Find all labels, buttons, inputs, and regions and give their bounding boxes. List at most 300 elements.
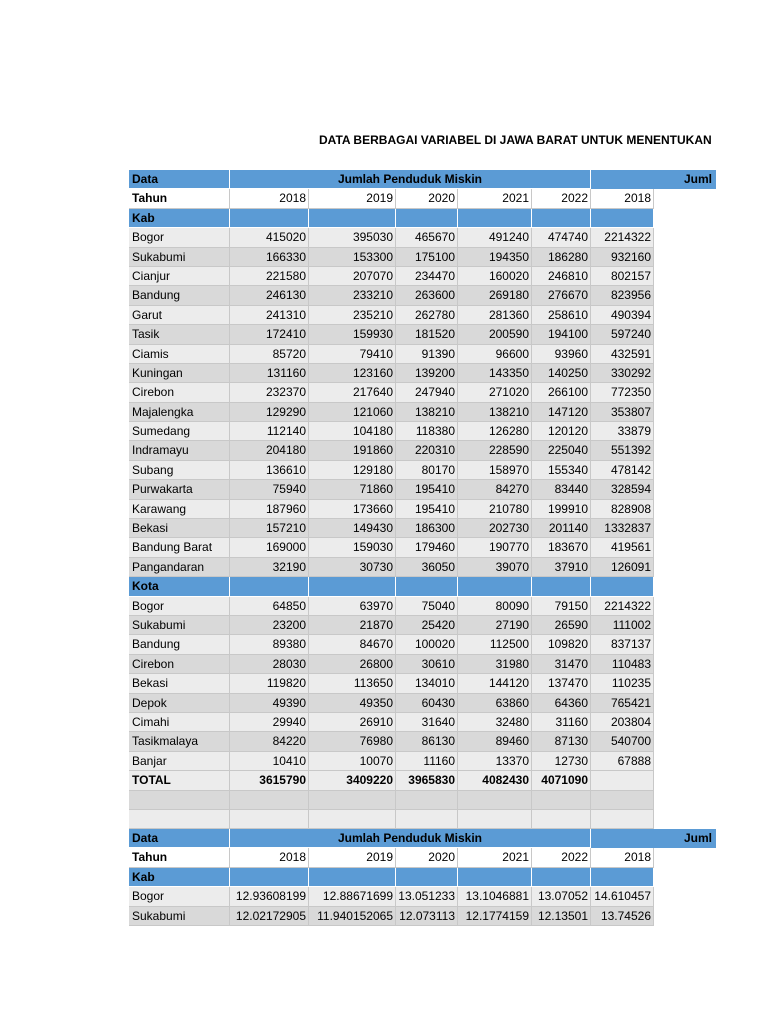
value-cell: 159030 bbox=[309, 538, 396, 557]
table-row bbox=[129, 325, 654, 344]
value-cell: 802157 bbox=[591, 267, 654, 286]
value-cell: 136610 bbox=[230, 461, 309, 480]
value-cell: 271020 bbox=[458, 383, 532, 402]
value-cell: 13.051233 bbox=[396, 887, 458, 906]
value-cell: 12.1774159 bbox=[458, 907, 532, 926]
region-name: Depok bbox=[129, 694, 230, 713]
value-cell: 37910 bbox=[532, 558, 591, 577]
value-cell: 225040 bbox=[532, 441, 591, 460]
value-cell: 199910 bbox=[532, 500, 591, 519]
section-cell bbox=[396, 577, 458, 596]
value-cell: 823956 bbox=[591, 286, 654, 305]
table-row bbox=[129, 674, 654, 693]
value-cell: 64360 bbox=[532, 694, 591, 713]
year-cell: 2021 bbox=[458, 848, 532, 867]
value-cell: 39070 bbox=[458, 558, 532, 577]
value-cell: 181520 bbox=[396, 325, 458, 344]
value-cell: 2214322 bbox=[591, 228, 654, 247]
section-label: Kab bbox=[129, 868, 230, 887]
section-cell bbox=[532, 209, 591, 228]
region-name: Cirebon bbox=[129, 655, 230, 674]
value-cell: 330292 bbox=[591, 364, 654, 383]
value-cell: 187960 bbox=[230, 500, 309, 519]
table-row bbox=[129, 713, 654, 732]
value-cell: 262780 bbox=[396, 306, 458, 325]
value-cell: 31980 bbox=[458, 655, 532, 674]
section-cell bbox=[396, 209, 458, 228]
table-row bbox=[129, 383, 654, 402]
value-cell: 465670 bbox=[396, 228, 458, 247]
poverty-log-table bbox=[129, 829, 712, 926]
value-cell: 104180 bbox=[309, 422, 396, 441]
value-cell: 21870 bbox=[309, 616, 396, 635]
table-row bbox=[129, 461, 654, 480]
value-cell: 33879 bbox=[591, 422, 654, 441]
empty-cell bbox=[591, 810, 654, 829]
table-row bbox=[129, 403, 654, 422]
value-cell: 28030 bbox=[230, 655, 309, 674]
section-cell bbox=[591, 868, 654, 887]
value-cell: 179460 bbox=[396, 538, 458, 557]
year-label: Tahun bbox=[129, 848, 230, 867]
value-cell: 183670 bbox=[532, 538, 591, 557]
value-cell: 166330 bbox=[230, 248, 309, 267]
section-kab bbox=[129, 209, 654, 228]
value-cell: 266100 bbox=[532, 383, 591, 402]
value-cell: 144120 bbox=[458, 674, 532, 693]
value-cell: 195410 bbox=[396, 500, 458, 519]
value-cell: 597240 bbox=[591, 325, 654, 344]
value-cell: 14.610457 bbox=[591, 887, 654, 906]
table-row bbox=[129, 267, 654, 286]
value-cell: 186280 bbox=[532, 248, 591, 267]
value-cell: 281360 bbox=[458, 306, 532, 325]
value-cell: 30610 bbox=[396, 655, 458, 674]
table-row bbox=[129, 441, 654, 460]
value-cell: 32480 bbox=[458, 713, 532, 732]
table-row bbox=[129, 345, 654, 364]
value-cell: 23200 bbox=[230, 616, 309, 635]
value-cell: 113650 bbox=[309, 674, 396, 693]
value-cell: 86130 bbox=[396, 732, 458, 751]
value-cell: 202730 bbox=[458, 519, 532, 538]
value-cell: 26800 bbox=[309, 655, 396, 674]
value-cell: 31470 bbox=[532, 655, 591, 674]
value-cell: 246130 bbox=[230, 286, 309, 305]
empty-cell bbox=[458, 791, 532, 810]
value-cell: 415020 bbox=[230, 228, 309, 247]
value-cell: 158970 bbox=[458, 461, 532, 480]
section-cell bbox=[458, 577, 532, 596]
value-cell: 1332837 bbox=[591, 519, 654, 538]
value-cell: 112500 bbox=[458, 635, 532, 654]
header-row bbox=[129, 829, 712, 848]
value-cell: 155340 bbox=[532, 461, 591, 480]
value-cell: 13.1046881 bbox=[458, 887, 532, 906]
value-cell: 12.88671699 bbox=[309, 887, 396, 906]
total-row bbox=[129, 771, 654, 790]
value-cell: 200590 bbox=[458, 325, 532, 344]
value-cell: 26590 bbox=[532, 616, 591, 635]
table-row bbox=[129, 519, 654, 538]
value-cell: 491240 bbox=[458, 228, 532, 247]
region-name: Sukabumi bbox=[129, 907, 230, 926]
value-cell: 10410 bbox=[230, 752, 309, 771]
year-cell: 2020 bbox=[396, 848, 458, 867]
section-kab bbox=[129, 868, 654, 887]
region-name: Ciamis bbox=[129, 345, 230, 364]
value-cell: 13370 bbox=[458, 752, 532, 771]
section-cell bbox=[458, 868, 532, 887]
value-cell: 76980 bbox=[309, 732, 396, 751]
value-cell: 87130 bbox=[532, 732, 591, 751]
year-cell: 2022 bbox=[532, 189, 591, 208]
value-cell: 157210 bbox=[230, 519, 309, 538]
table-row bbox=[129, 286, 654, 305]
value-cell: 258610 bbox=[532, 306, 591, 325]
value-cell: 204180 bbox=[230, 441, 309, 460]
group-header: Jumlah Penduduk Miskin bbox=[230, 829, 591, 848]
region-name: Tasikmalaya bbox=[129, 732, 230, 751]
region-name: Indramayu bbox=[129, 441, 230, 460]
value-cell: 149430 bbox=[309, 519, 396, 538]
region-name: Purwakarta bbox=[129, 480, 230, 499]
value-cell: 118380 bbox=[396, 422, 458, 441]
section-label: Kota bbox=[129, 577, 230, 596]
section-label: Kab bbox=[129, 209, 230, 228]
value-cell: 79150 bbox=[532, 597, 591, 616]
value-cell: 137470 bbox=[532, 674, 591, 693]
value-cell: 12.93608199 bbox=[230, 887, 309, 906]
region-name: Sukabumi bbox=[129, 248, 230, 267]
value-cell: 64850 bbox=[230, 597, 309, 616]
value-cell: 160020 bbox=[458, 267, 532, 286]
empty-cell bbox=[230, 791, 309, 810]
value-cell: 110483 bbox=[591, 655, 654, 674]
value-cell: 246810 bbox=[532, 267, 591, 286]
section-cell bbox=[230, 577, 309, 596]
empty-cell bbox=[591, 791, 654, 810]
table-row bbox=[129, 228, 654, 247]
value-cell: 765421 bbox=[591, 694, 654, 713]
value-cell: 25420 bbox=[396, 616, 458, 635]
empty-cell bbox=[309, 791, 396, 810]
value-cell: 60430 bbox=[396, 694, 458, 713]
value-cell: 395030 bbox=[309, 228, 396, 247]
region-name: Bogor bbox=[129, 887, 230, 906]
value-cell: 31640 bbox=[396, 713, 458, 732]
value-cell: 12.02172905 bbox=[230, 907, 309, 926]
empty-cell bbox=[458, 810, 532, 829]
value-cell: 235210 bbox=[309, 306, 396, 325]
region-name: Bogor bbox=[129, 597, 230, 616]
group-header: Jumlah Penduduk Miskin bbox=[230, 170, 591, 189]
value-cell: 134010 bbox=[396, 674, 458, 693]
value-cell: 241310 bbox=[230, 306, 309, 325]
value-cell: 111002 bbox=[591, 616, 654, 635]
table-row bbox=[129, 248, 654, 267]
value-cell: 190770 bbox=[458, 538, 532, 557]
data-header: Data bbox=[129, 170, 230, 189]
value-cell: 175100 bbox=[396, 248, 458, 267]
value-cell: 932160 bbox=[591, 248, 654, 267]
table-row bbox=[129, 616, 654, 635]
value-cell: 85720 bbox=[230, 345, 309, 364]
table-row bbox=[129, 597, 654, 616]
region-name: Pangandaran bbox=[129, 558, 230, 577]
value-cell: 89460 bbox=[458, 732, 532, 751]
header-row bbox=[129, 170, 712, 189]
value-cell: 93960 bbox=[532, 345, 591, 364]
value-cell: 110235 bbox=[591, 674, 654, 693]
value-cell: 112140 bbox=[230, 422, 309, 441]
value-cell: 13.07052 bbox=[532, 887, 591, 906]
value-cell: 12.073113 bbox=[396, 907, 458, 926]
region-name: Bandung bbox=[129, 635, 230, 654]
section-cell bbox=[532, 577, 591, 596]
table-row bbox=[129, 364, 654, 383]
table-row bbox=[129, 558, 654, 577]
value-cell: 30730 bbox=[309, 558, 396, 577]
year-cell: 2022 bbox=[532, 848, 591, 867]
value-cell: 228590 bbox=[458, 441, 532, 460]
empty-cell bbox=[129, 810, 230, 829]
region-name: Cianjur bbox=[129, 267, 230, 286]
empty-cell bbox=[129, 791, 230, 810]
value-cell: 173660 bbox=[309, 500, 396, 519]
section-cell bbox=[591, 577, 654, 596]
value-cell: 26910 bbox=[309, 713, 396, 732]
value-cell: 80170 bbox=[396, 461, 458, 480]
value-cell: 120120 bbox=[532, 422, 591, 441]
value-cell: 169000 bbox=[230, 538, 309, 557]
region-name: Karawang bbox=[129, 500, 230, 519]
section-cell bbox=[309, 577, 396, 596]
value-cell: 121060 bbox=[309, 403, 396, 422]
year-cell: 2018 bbox=[591, 848, 654, 867]
value-cell: 551392 bbox=[591, 441, 654, 460]
value-cell: 11160 bbox=[396, 752, 458, 771]
total-label: TOTAL bbox=[129, 771, 230, 790]
value-cell: 71860 bbox=[309, 480, 396, 499]
value-cell: 131160 bbox=[230, 364, 309, 383]
value-cell: 234470 bbox=[396, 267, 458, 286]
data-header: Data bbox=[129, 829, 230, 848]
value-cell: 194350 bbox=[458, 248, 532, 267]
value-cell: 89380 bbox=[230, 635, 309, 654]
year-cell: 2020 bbox=[396, 189, 458, 208]
value-cell: 139200 bbox=[396, 364, 458, 383]
region-name: Cimahi bbox=[129, 713, 230, 732]
value-cell: 75940 bbox=[230, 480, 309, 499]
region-name: Bekasi bbox=[129, 519, 230, 538]
total-cell bbox=[591, 771, 654, 790]
value-cell: 540700 bbox=[591, 732, 654, 751]
section-cell bbox=[309, 868, 396, 887]
year-cell: 2018 bbox=[230, 189, 309, 208]
value-cell: 203804 bbox=[591, 713, 654, 732]
total-cell: 3965830 bbox=[396, 771, 458, 790]
table-row bbox=[129, 500, 654, 519]
region-name: Bandung bbox=[129, 286, 230, 305]
table-row bbox=[129, 694, 654, 713]
value-cell: 828908 bbox=[591, 500, 654, 519]
value-cell: 419561 bbox=[591, 538, 654, 557]
table-row bbox=[129, 306, 654, 325]
table-row bbox=[129, 635, 654, 654]
value-cell: 11.940152065 bbox=[309, 907, 396, 926]
table-row bbox=[129, 887, 654, 906]
region-name: Majalengka bbox=[129, 403, 230, 422]
value-cell: 233210 bbox=[309, 286, 396, 305]
value-cell: 32190 bbox=[230, 558, 309, 577]
value-cell: 207070 bbox=[309, 267, 396, 286]
value-cell: 91390 bbox=[396, 345, 458, 364]
value-cell: 194100 bbox=[532, 325, 591, 344]
value-cell: 29940 bbox=[230, 713, 309, 732]
value-cell: 147120 bbox=[532, 403, 591, 422]
value-cell: 63970 bbox=[309, 597, 396, 616]
poverty-table bbox=[129, 170, 712, 829]
empty-cell bbox=[532, 810, 591, 829]
table-row bbox=[129, 422, 654, 441]
region-name: Garut bbox=[129, 306, 230, 325]
value-cell: 80090 bbox=[458, 597, 532, 616]
region-name: Sukabumi bbox=[129, 616, 230, 635]
section-cell bbox=[458, 209, 532, 228]
value-cell: 84270 bbox=[458, 480, 532, 499]
region-name: Banjar bbox=[129, 752, 230, 771]
year-label: Tahun bbox=[129, 189, 230, 208]
value-cell: 13.74526 bbox=[591, 907, 654, 926]
value-cell: 490394 bbox=[591, 306, 654, 325]
table-row bbox=[129, 480, 654, 499]
value-cell: 478142 bbox=[591, 461, 654, 480]
value-cell: 474740 bbox=[532, 228, 591, 247]
value-cell: 276670 bbox=[532, 286, 591, 305]
value-cell: 221580 bbox=[230, 267, 309, 286]
value-cell: 12730 bbox=[532, 752, 591, 771]
value-cell: 2214322 bbox=[591, 597, 654, 616]
value-cell: 201140 bbox=[532, 519, 591, 538]
table-row bbox=[129, 732, 654, 751]
value-cell: 138210 bbox=[458, 403, 532, 422]
section-cell bbox=[532, 868, 591, 887]
value-cell: 232370 bbox=[230, 383, 309, 402]
year-cell: 2018 bbox=[591, 189, 654, 208]
value-cell: 217640 bbox=[309, 383, 396, 402]
total-cell: 3409220 bbox=[309, 771, 396, 790]
group2-header: Juml bbox=[591, 829, 716, 848]
total-cell: 4082430 bbox=[458, 771, 532, 790]
value-cell: 263600 bbox=[396, 286, 458, 305]
value-cell: 49350 bbox=[309, 694, 396, 713]
table-row bbox=[129, 907, 654, 926]
value-cell: 353807 bbox=[591, 403, 654, 422]
table-row bbox=[129, 655, 654, 674]
region-name: Kuningan bbox=[129, 364, 230, 383]
year-row bbox=[129, 848, 654, 867]
empty-cell bbox=[396, 791, 458, 810]
value-cell: 138210 bbox=[396, 403, 458, 422]
value-cell: 126280 bbox=[458, 422, 532, 441]
year-cell: 2019 bbox=[309, 848, 396, 867]
value-cell: 159930 bbox=[309, 325, 396, 344]
value-cell: 83440 bbox=[532, 480, 591, 499]
empty-cell bbox=[309, 810, 396, 829]
value-cell: 31160 bbox=[532, 713, 591, 732]
value-cell: 432591 bbox=[591, 345, 654, 364]
region-name: Sumedang bbox=[129, 422, 230, 441]
year-row bbox=[129, 189, 654, 208]
value-cell: 84220 bbox=[230, 732, 309, 751]
value-cell: 186300 bbox=[396, 519, 458, 538]
empty-cell bbox=[230, 810, 309, 829]
value-cell: 328594 bbox=[591, 480, 654, 499]
value-cell: 63860 bbox=[458, 694, 532, 713]
table-row bbox=[129, 752, 654, 771]
empty-cell bbox=[396, 810, 458, 829]
value-cell: 119820 bbox=[230, 674, 309, 693]
year-cell: 2021 bbox=[458, 189, 532, 208]
group2-header: Juml bbox=[591, 170, 716, 189]
value-cell: 140250 bbox=[532, 364, 591, 383]
empty-cell bbox=[532, 791, 591, 810]
value-cell: 49390 bbox=[230, 694, 309, 713]
region-name: Tasik bbox=[129, 325, 230, 344]
total-cell: 3615790 bbox=[230, 771, 309, 790]
section-cell bbox=[396, 868, 458, 887]
year-cell: 2019 bbox=[309, 189, 396, 208]
value-cell: 79410 bbox=[309, 345, 396, 364]
value-cell: 772350 bbox=[591, 383, 654, 402]
region-name: Bandung Barat bbox=[129, 538, 230, 557]
value-cell: 109820 bbox=[532, 635, 591, 654]
value-cell: 67888 bbox=[591, 752, 654, 771]
value-cell: 10070 bbox=[309, 752, 396, 771]
region-name: Bekasi bbox=[129, 674, 230, 693]
value-cell: 100020 bbox=[396, 635, 458, 654]
section-cell bbox=[230, 209, 309, 228]
value-cell: 126091 bbox=[591, 558, 654, 577]
value-cell: 12.13501 bbox=[532, 907, 591, 926]
value-cell: 129290 bbox=[230, 403, 309, 422]
region-name: Bogor bbox=[129, 228, 230, 247]
empty-row bbox=[129, 810, 654, 829]
value-cell: 27190 bbox=[458, 616, 532, 635]
total-cell: 4071090 bbox=[532, 771, 591, 790]
value-cell: 123160 bbox=[309, 364, 396, 383]
value-cell: 143350 bbox=[458, 364, 532, 383]
region-name: Subang bbox=[129, 461, 230, 480]
value-cell: 220310 bbox=[396, 441, 458, 460]
value-cell: 153300 bbox=[309, 248, 396, 267]
value-cell: 172410 bbox=[230, 325, 309, 344]
value-cell: 191860 bbox=[309, 441, 396, 460]
value-cell: 96600 bbox=[458, 345, 532, 364]
value-cell: 195410 bbox=[396, 480, 458, 499]
section-cell bbox=[591, 209, 654, 228]
page-title: DATA BERBAGAI VARIABEL DI JAWA BARAT UNTUK MENENTUKAN bbox=[319, 133, 712, 147]
value-cell: 129180 bbox=[309, 461, 396, 480]
value-cell: 269180 bbox=[458, 286, 532, 305]
year-cell: 2018 bbox=[230, 848, 309, 867]
value-cell: 210780 bbox=[458, 500, 532, 519]
value-cell: 36050 bbox=[396, 558, 458, 577]
value-cell: 84670 bbox=[309, 635, 396, 654]
section-cell bbox=[309, 209, 396, 228]
region-name: Cirebon bbox=[129, 383, 230, 402]
